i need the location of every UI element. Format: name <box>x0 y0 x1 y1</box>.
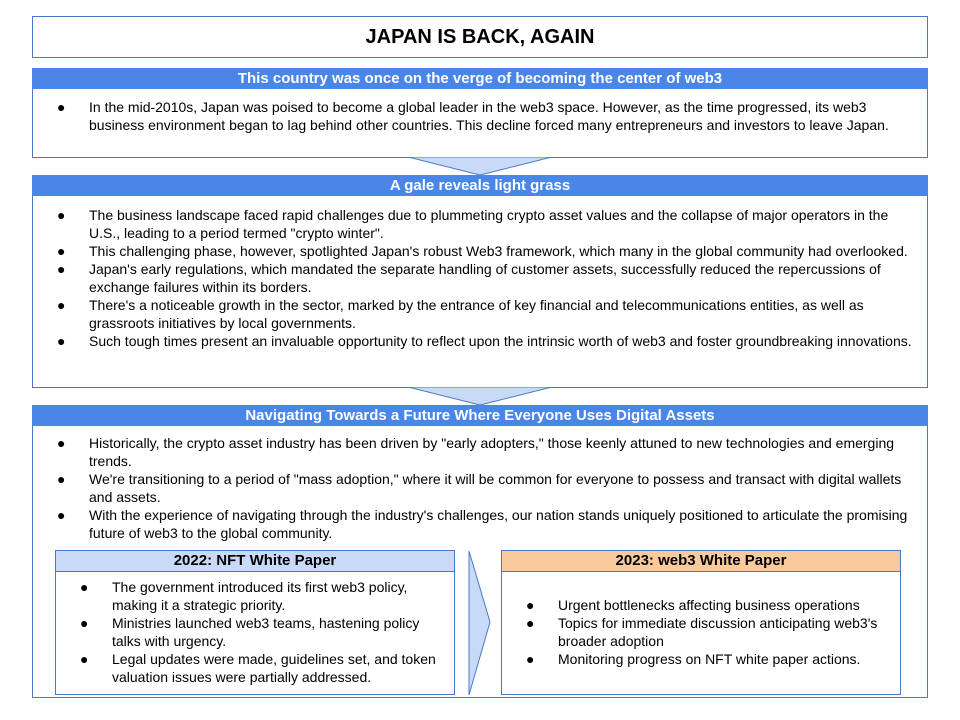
page-title: JAPAN IS BACK, AGAIN <box>365 25 595 48</box>
bullet-list <box>502 596 892 668</box>
list-item: ● With the experience of navigating through the industry's challenges, our nation stands uniquely positioned to articulate the promising future of web3 to the global community. <box>57 507 908 541</box>
bullet-icon: ● <box>80 615 89 631</box>
bullet-icon: ● <box>57 297 66 313</box>
bullet-icon: ● <box>57 471 66 487</box>
nft-white-paper-heading: 2022: NFT White Paper <box>56 551 454 572</box>
bullet-icon: ● <box>526 651 535 667</box>
list-item: ● We're transitioning to a period of "mass adoption," where it will be common for everyone to possess and transact with digital wallets and assets. <box>57 471 902 505</box>
bullet-icon: ● <box>80 651 89 667</box>
section-gale <box>32 175 928 388</box>
arrow-down-icon <box>408 387 552 405</box>
bullet-list <box>33 98 913 134</box>
list-item: ● Topics for immediate discussion anticipating web3's broader adoption <box>526 615 878 649</box>
bullet-icon: ● <box>526 615 535 631</box>
bullet-list <box>33 206 923 350</box>
list-item: ● Legal updates were made, guidelines set, and token valuation issues were partially addressed. <box>80 651 436 685</box>
bullet-icon: ● <box>80 579 89 595</box>
list-item: ● The business landscape faced rapid challenges due to plummeting crypto asset values and the collapse of major operators in the U.S., leading to a period termed "crypto winter". <box>57 207 889 241</box>
arrow-down-icon <box>408 157 552 175</box>
list-item: ● Historically, the crypto asset industry has been driven by "early adopters," those keenly attuned to new technologies and emerging trends. <box>57 435 895 469</box>
section-heading: Navigating Towards a Future Where Everyone Uses Digital Assets <box>32 405 928 426</box>
arrow-right-icon <box>468 550 492 696</box>
bullet-icon: ● <box>57 507 66 523</box>
list-item: ● Ministries launched web3 teams, hastening policy talks with urgency. <box>80 615 420 649</box>
section-heading: A gale reveals light grass <box>32 175 928 196</box>
list-item: ● Monitoring progress on NFT white paper actions. <box>526 651 861 667</box>
nft-white-paper-box <box>55 550 455 695</box>
list-item: ● This challenging phase, however, spotlighted Japan's robust Web3 framework, which many in the global community had overlooked. <box>57 243 908 259</box>
title-box <box>32 16 928 58</box>
bullet-icon: ● <box>57 435 66 451</box>
bullet-icon: ● <box>57 333 66 349</box>
bullet-icon: ● <box>526 597 535 613</box>
list-item: ● Urgent bottlenecks affecting business operations <box>526 597 860 613</box>
list-item: ● The government introduced its first web3 policy, making it a strategic priority. <box>80 579 408 613</box>
list-item: ● Such tough times present an invaluable opportunity to reflect upon the intrinsic worth of web3 and foster groundbreaking innovations. <box>57 333 912 349</box>
bullet-list <box>56 578 446 686</box>
section-heading: This country was once on the verge of becoming the center of web3 <box>32 68 928 89</box>
bullet-icon: ● <box>57 243 66 259</box>
list-item: ● In the mid-2010s, Japan was poised to become a global leader in the web3 space. However, as the time progressed, its web3 business environment began to lag behind other countries. This decline forced many entrepreneurs and investors to leave Japan. <box>57 99 889 133</box>
web3-white-paper-heading: 2023: web3 White Paper <box>502 551 900 572</box>
bullet-icon: ● <box>57 261 66 277</box>
bullet-list <box>33 434 913 542</box>
section-past <box>32 68 928 158</box>
section-future <box>32 405 928 698</box>
bullet-icon: ● <box>57 99 66 115</box>
list-item: ● There's a noticeable growth in the sector, marked by the entrance of key financial and telecommunications entities, as well as grassroots initiatives by local governments. <box>57 297 864 331</box>
web3-white-paper-box <box>501 550 901 695</box>
bullet-icon: ● <box>57 207 66 223</box>
list-item: ● Japan's early regulations, which mandated the separate handling of customer assets, successfully reduced the repercussions of exchange failures within its borders. <box>57 261 881 295</box>
